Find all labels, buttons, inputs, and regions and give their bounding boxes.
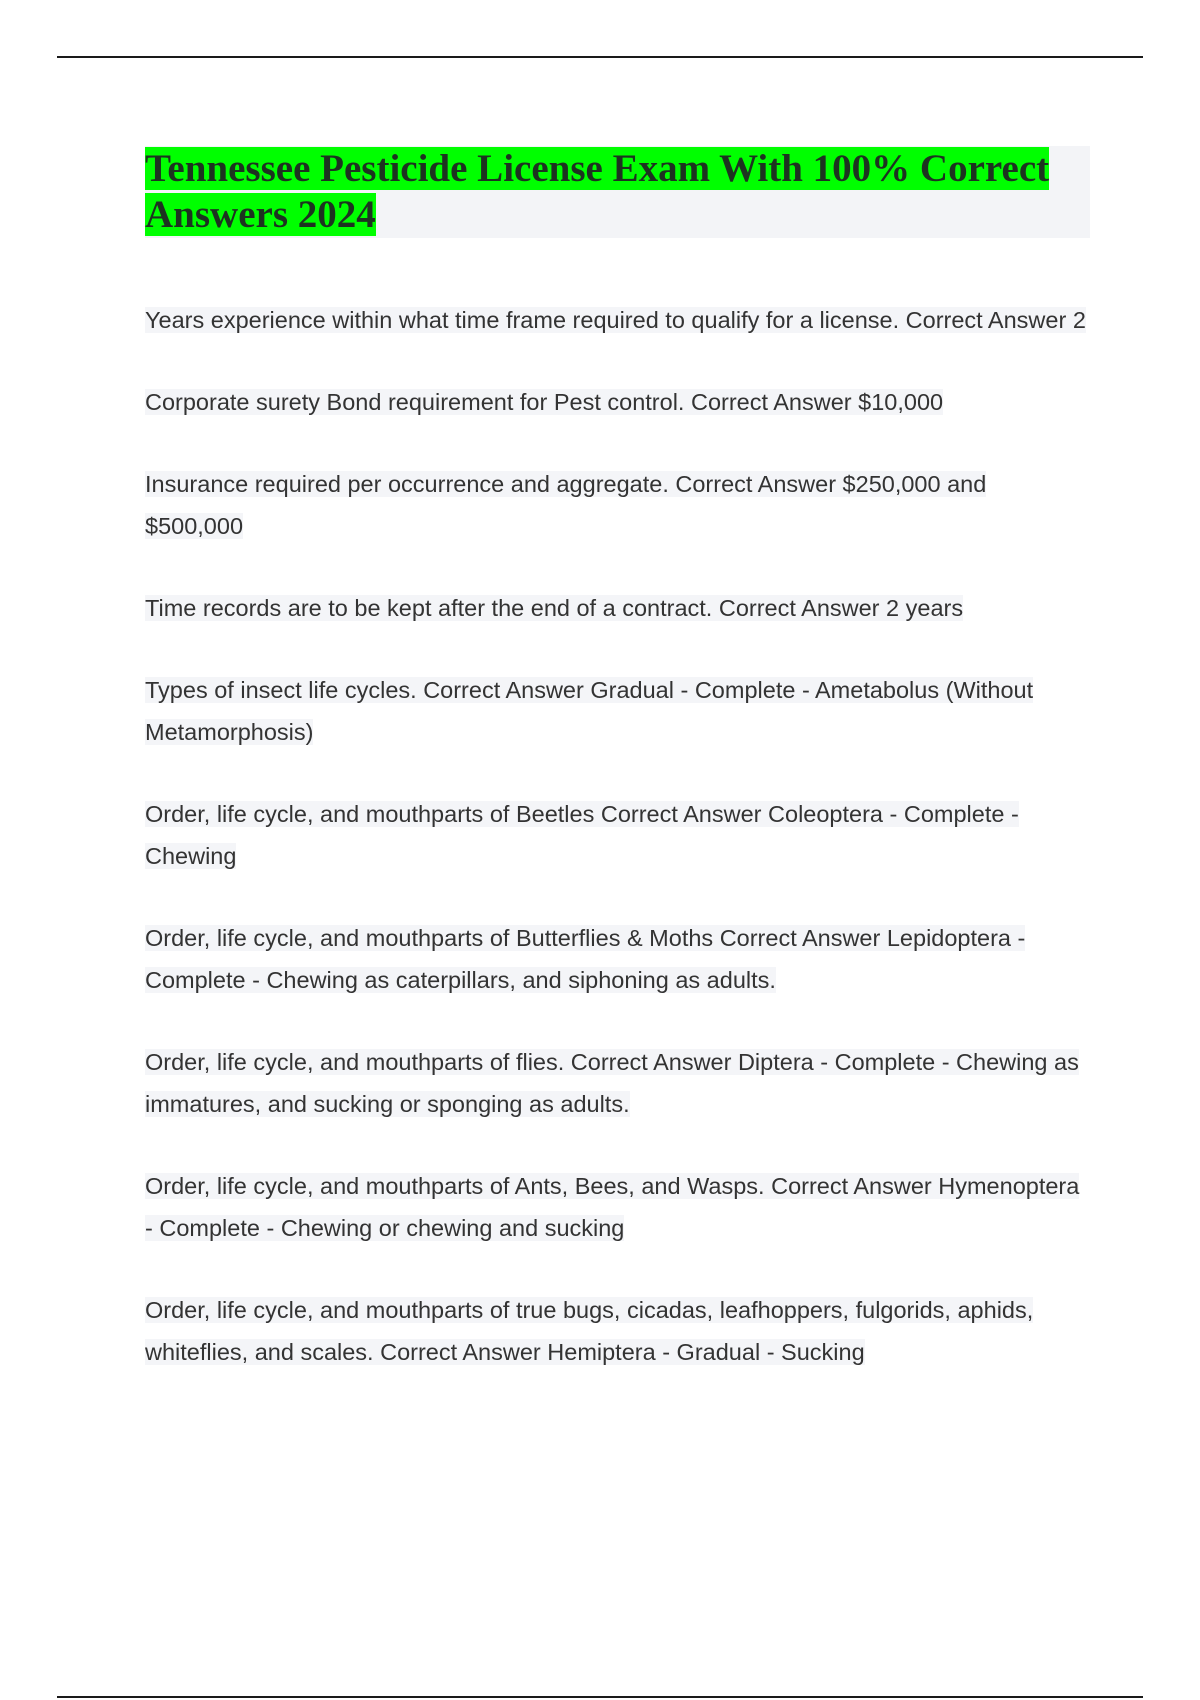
qa-item (145, 1165, 1090, 1249)
document-title (145, 146, 1090, 238)
qa-item (145, 917, 1090, 1001)
qa-text: Order, life cycle, and mouthparts of Butterflies & Moths Correct Answer Lepidoptera - Complete - Chewing as caterpillars, and siphoning as adults. (145, 925, 1026, 993)
qa-text: Corporate surety Bond requirement for Pest control. Correct Answer $10,000 (145, 389, 944, 415)
qa-text: Order, life cycle, and mouthparts of Ants, Bees, and Wasps. Correct Answer Hymenoptera - Complete - Chewing or chewing and sucking (145, 1173, 1080, 1241)
qa-text: Types of insect life cycles. Correct Answer Gradual - Complete - Ametabolus (Without Metamorphosis) (145, 677, 1034, 745)
qa-text: Order, life cycle, and mouthparts of flies. Correct Answer Diptera - Complete - Chewing as immatures, and sucking or sponging as adults. (145, 1049, 1079, 1117)
qa-text: Years experience within what time frame required to qualify for a license. Correct Answer 2 (145, 307, 1086, 333)
qa-item (145, 1041, 1090, 1125)
qa-item (145, 1289, 1090, 1373)
bottom-rule (57, 1696, 1143, 1698)
qa-item (145, 793, 1090, 877)
title-highlight: Tennessee Pesticide License Exam With 100% Correct Answers 2024 (145, 147, 1050, 236)
qa-text: Insurance required per occurrence and aggregate. Correct Answer $250,000 and $500,000 (145, 471, 987, 539)
title-block (145, 146, 1090, 238)
qa-item (145, 669, 1090, 753)
qa-text: Order, life cycle, and mouthparts of Beetles Correct Answer Coleoptera - Complete - Chewing (145, 801, 1019, 869)
qa-item (145, 587, 1090, 629)
qa-item (145, 299, 1090, 341)
qa-text: Order, life cycle, and mouthparts of true bugs, cicadas, leafhoppers, fulgorids, aphids, whiteflies, and scales. Correct Answer Hemiptera - Gradual - Sucking (145, 1297, 1034, 1365)
qa-list (145, 299, 1090, 1413)
qa-item (145, 463, 1090, 547)
qa-item (145, 381, 1090, 423)
qa-text: Time records are to be kept after the end of a contract. Correct Answer 2 years (145, 595, 964, 621)
top-rule (57, 56, 1143, 58)
